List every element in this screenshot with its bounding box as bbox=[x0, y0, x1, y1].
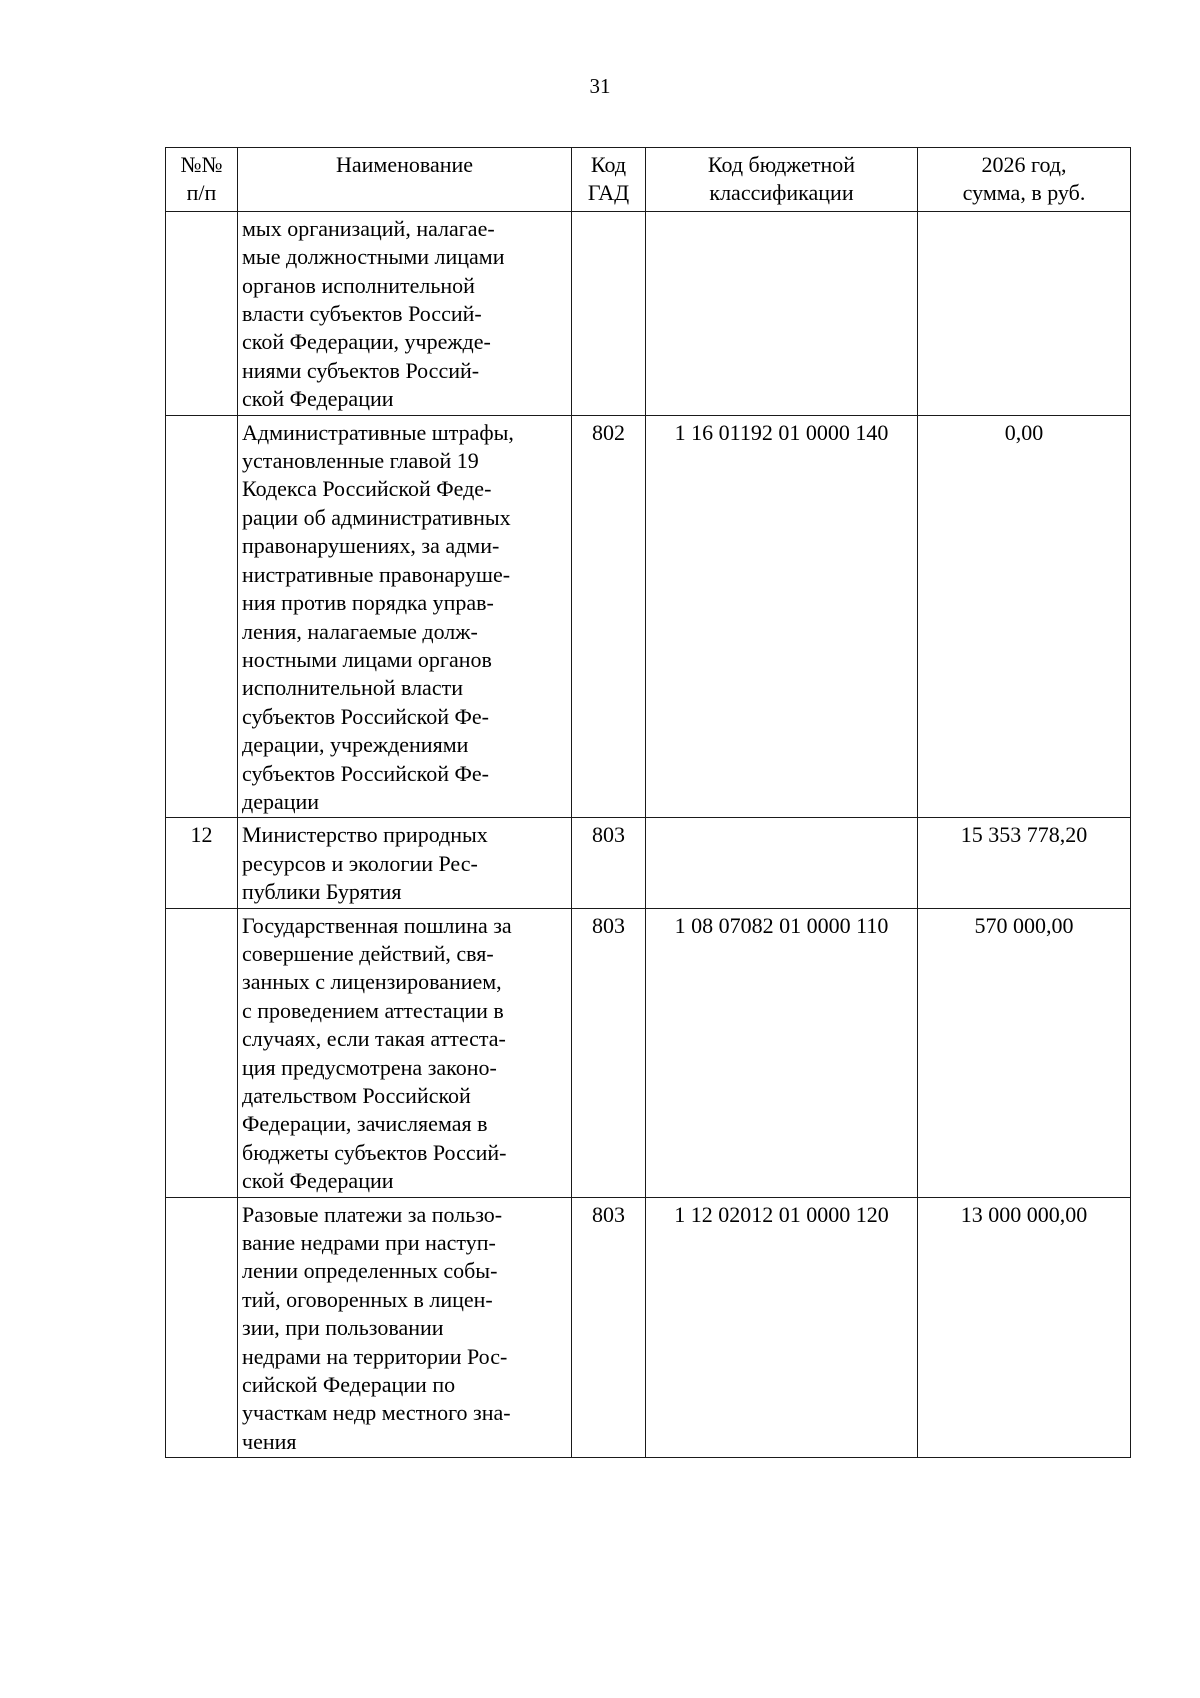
row-name-line: ской Федерации bbox=[242, 1168, 394, 1194]
header-line: классификации bbox=[709, 180, 854, 206]
row-gad-cell: 803 bbox=[572, 908, 646, 1197]
row-amount-cell: 0,00 bbox=[918, 415, 1131, 818]
budget-table bbox=[165, 147, 1131, 1458]
row-number-cell bbox=[166, 1197, 238, 1458]
row-gad-cell: 803 bbox=[572, 818, 646, 908]
row-number-cell: 12 bbox=[166, 818, 238, 908]
row-name-line: сийской Федерации по bbox=[242, 1372, 456, 1398]
row-name-line: бюджеты субъектов Россий- bbox=[242, 1139, 507, 1165]
row-amount-cell bbox=[918, 211, 1131, 415]
row-name-line: Министерство природных bbox=[242, 822, 488, 848]
row-name-line: Административные штрафы, bbox=[242, 419, 514, 445]
row-name-line: дерации bbox=[242, 788, 320, 814]
row-name-line: чения bbox=[242, 1428, 297, 1454]
row-name-line: совершение действий, свя- bbox=[242, 940, 494, 966]
row-amount-cell: 15 353 778,20 bbox=[918, 818, 1131, 908]
header-line: Код bbox=[590, 152, 627, 177]
row-name-line: лении определенных собы- bbox=[242, 1258, 498, 1284]
row-name-line: ской Федерации, учрежде- bbox=[242, 329, 491, 355]
row-kbk-cell: 1 16 01192 01 0000 140 bbox=[646, 415, 918, 818]
header-kbk bbox=[646, 148, 918, 212]
row-name-line: случаях, если такая аттеста- bbox=[242, 1026, 506, 1052]
row-name-line: ниями субъектов Россий- bbox=[242, 357, 480, 383]
row-name-line: мых организаций, налагае- bbox=[242, 215, 495, 241]
header-line: сумма, в руб. bbox=[962, 180, 1086, 206]
row-name-line: дательством Российской bbox=[242, 1083, 471, 1108]
row-name-line: ция предусмотрена законо- bbox=[242, 1054, 497, 1080]
page-number: 31 bbox=[589, 74, 611, 98]
row-name-line: участкам недр местного зна- bbox=[242, 1400, 511, 1426]
header-line: Наименование bbox=[335, 152, 474, 177]
row-name-line: нистративные правонаруше- bbox=[242, 561, 511, 587]
row-name-line: мые должностными лицами bbox=[242, 244, 505, 270]
row-name-line: недрами на территории Рос- bbox=[242, 1343, 508, 1369]
row-amount-cell: 570 000,00 bbox=[918, 908, 1131, 1197]
row-name-line: субъектов Российской Фе- bbox=[242, 760, 489, 786]
table-row bbox=[166, 211, 1131, 415]
table-header-row bbox=[166, 148, 1131, 212]
row-name-line: правонарушениях, за адми- bbox=[242, 533, 500, 559]
row-kbk-cell: 1 08 07082 01 0000 110 bbox=[646, 908, 918, 1197]
table-body bbox=[166, 211, 1131, 1457]
row-name-line: зии, при пользовании bbox=[242, 1315, 444, 1341]
row-name-cell bbox=[238, 211, 572, 415]
row-name-cell bbox=[238, 1197, 572, 1458]
row-name-line: ления, налагаемые долж- bbox=[242, 618, 478, 644]
row-name-cell bbox=[238, 908, 572, 1197]
row-name-line: ской Федерации bbox=[242, 386, 394, 412]
header-line: п/п bbox=[186, 180, 217, 206]
row-kbk-cell bbox=[646, 211, 918, 415]
row-name-line: Федерации, зачисляемая в bbox=[242, 1111, 488, 1137]
row-name-line: дерации, учреждениями bbox=[242, 732, 469, 758]
row-name-line: тий, оговоренных в лицен- bbox=[242, 1286, 493, 1312]
header-gad bbox=[572, 148, 646, 212]
row-name-line: органов исполнительной bbox=[242, 272, 475, 298]
table-row bbox=[166, 415, 1131, 818]
row-name-line: субъектов Российской Фе- bbox=[242, 703, 489, 729]
row-name-line: Кодекса Российской Феде- bbox=[242, 476, 492, 502]
row-name-line: Государственная пошлина за bbox=[242, 912, 512, 938]
table-row bbox=[166, 908, 1131, 1197]
row-gad-cell: 803 bbox=[572, 1197, 646, 1458]
row-number-cell bbox=[166, 211, 238, 415]
row-gad-cell: 802 bbox=[572, 415, 646, 818]
row-name-line: исполнительной власти bbox=[242, 675, 463, 701]
row-name-line: рации об административных bbox=[242, 504, 511, 530]
row-number-cell bbox=[166, 908, 238, 1197]
row-gad-cell bbox=[572, 211, 646, 415]
header-amount bbox=[918, 148, 1131, 212]
row-number-cell bbox=[166, 415, 238, 818]
row-name-line: власти субъектов Россий- bbox=[242, 301, 482, 327]
row-name-cell bbox=[238, 415, 572, 818]
header-line: 2026 год, bbox=[981, 152, 1067, 177]
row-name-line: вание недрами при наступ- bbox=[242, 1230, 496, 1256]
table-row bbox=[166, 818, 1131, 908]
row-name-line: с проведением аттестации в bbox=[242, 997, 504, 1023]
header-name bbox=[238, 148, 572, 212]
row-kbk-cell bbox=[646, 818, 918, 908]
row-name-cell bbox=[238, 818, 572, 908]
row-name-line: публики Бурятия bbox=[242, 879, 402, 905]
row-name-line: ресурсов и экологии Рес- bbox=[242, 850, 478, 876]
row-name-line: установленные главой 19 bbox=[242, 448, 479, 474]
header-line: №№ bbox=[180, 152, 223, 177]
header-line: ГАД bbox=[587, 180, 630, 206]
row-name-line: ния против порядка управ- bbox=[242, 590, 494, 616]
row-name-line: ностными лицами органов bbox=[242, 646, 492, 672]
row-amount-cell: 13 000 000,00 bbox=[918, 1197, 1131, 1458]
row-name-line: занных с лицензированием, bbox=[242, 969, 502, 995]
header-num bbox=[166, 148, 238, 212]
row-name-line: Разовые платежи за пользо- bbox=[242, 1201, 503, 1227]
table-row bbox=[166, 1197, 1131, 1458]
header-line: Код бюджетной bbox=[707, 152, 856, 177]
row-kbk-cell: 1 12 02012 01 0000 120 bbox=[646, 1197, 918, 1458]
